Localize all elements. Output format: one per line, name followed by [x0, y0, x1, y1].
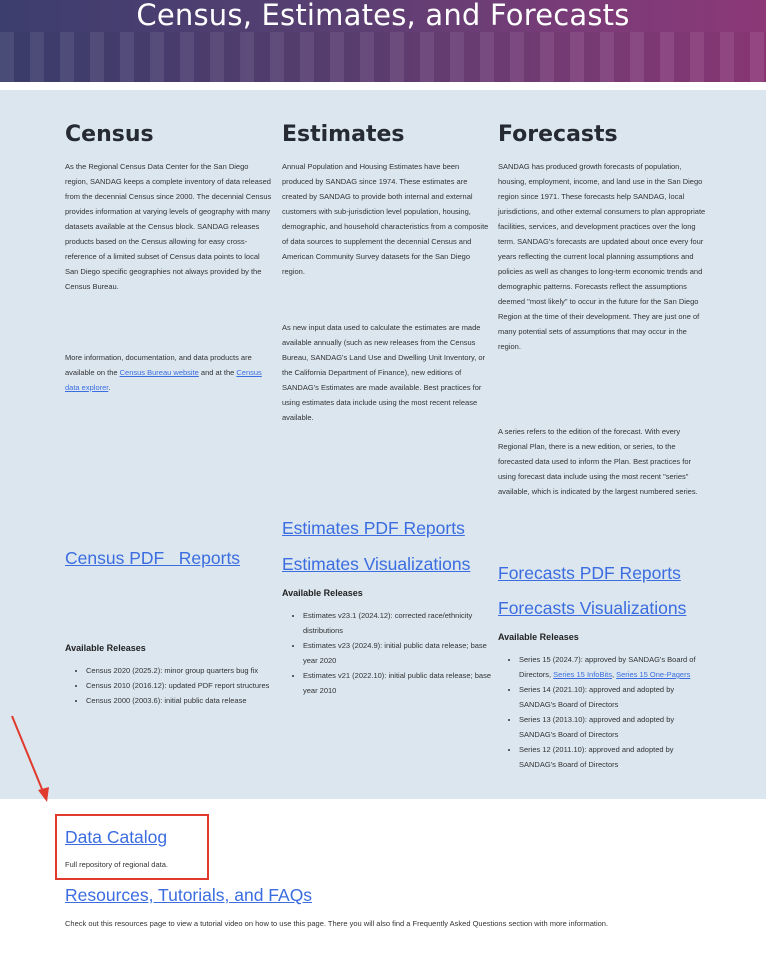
census-pdf-reports-link[interactable]: Census PDF Reports	[65, 548, 241, 568]
estimates-releases-list	[287, 608, 493, 698]
list-item: • Series 12 (2011.10): approved and adopted by SANDAG's Board of Directors	[519, 742, 709, 772]
page-title: Census, Estimates, and Forecasts	[136, 0, 630, 32]
census-intro: As the Regional Census Data Center for the San Diego region, SANDAG keeps a complete inventory of data released from the decennial Census since 2000. The decennial Census provides information at varying levels of geography with many datasets available at the Census block. SANDAG releases products based on the Census allowing for easy cross-reference of a limited subset of Census data points to local San Diego specific geographies not always provided by the Census Bureau.	[65, 162, 272, 291]
list-item: • Series 13 (2013.10): approved and adopted by SANDAG's Board of Directors	[519, 712, 709, 742]
series15-onepagers-link[interactable]: Series 15 One-Pagers	[616, 670, 691, 679]
census-releases-heading: Available Releases	[65, 643, 146, 653]
resources-description: Check out this resources page to view a tutorial video on how to use this page. There you will also find a Frequently Asked Questions section with more information.	[65, 919, 609, 928]
estimates-visualizations-link[interactable]: Estimates Visualizations	[282, 554, 471, 574]
estimates-releases-heading: Available Releases	[282, 588, 363, 598]
estimates-intro: Annual Population and Housing Estimates have been produced by SANDAG since 1974. These estimates are created by SANDAG to provide both internal and external customers with sub-jurisdiction level population, housing, demographic, and household characteristics from a composite of data sources to supplement the decennial Census and American Community Survey datasets for the San Diego region.	[282, 162, 489, 276]
estimates-more-info: As new input data used to calculate the estimates are made available annually (such as new releases from the Census Bureau, SANDAG's Land Use and Dwelling Unit Inventory, or the California Department of Finance), new editions of SANDAG's Estimates are made available. Best practices for using estimates data include using the most recent release available.	[282, 323, 486, 422]
forecasts-visualizations-link[interactable]: Forecasts Visualizations	[498, 598, 687, 618]
hero-banner	[0, 0, 766, 82]
census-more-end: .	[108, 383, 111, 392]
data-catalog-description: Full repository of regional data.	[65, 860, 168, 869]
list-item	[519, 652, 709, 682]
forecasts-intro: SANDAG has produced growth forecasts of population, housing, employment, income, and land use in the San Diego region since 1971. These forecasts help SANDAG, local jurisdictions, and other external consumers to plan appropriate facilities, services, and development practices over the long term. SANDAG's forecasts are updated about once every four years reflecting the current local planning assumptions and policies as well as changes to long-term economic trends and demographic patterns. Forecasts reflect the assumptions deemed "most likely" to occur in the future for the San Diego Region at the time of their development. They are just one of many potential sets of assumptions that may occur in the region.	[498, 162, 706, 351]
forecasts-series-info: A series refers to the edition of the forecast. With every Regional Plan, there is a new edition, or series, to the forecasted data used to inform the Plan. Best practices for using forecast data include using the most recent "series" available, which is indicated by the largest numbered series.	[498, 427, 698, 496]
list-item: • Estimates v23.1 (2024.12): corrected race/ethnicity distributions	[303, 608, 493, 638]
census-more-text: More information, documentation, and data products are available on the	[65, 353, 252, 377]
forecasts-column	[498, 122, 706, 354]
data-catalog-link[interactable]: Data Catalog	[65, 827, 168, 847]
estimates-column	[282, 122, 490, 279]
release-text: Series 15 (2024.7): approved by SANDAG's Board of Directors,	[519, 655, 696, 679]
census-heading: Census	[65, 122, 154, 147]
forecasts-heading: Forecasts	[498, 122, 618, 147]
census-releases-list	[70, 663, 276, 708]
release-sep: ,	[611, 670, 617, 679]
forecasts-releases-list	[503, 652, 709, 772]
estimates-heading: Estimates	[282, 122, 405, 147]
list-item: • Census 2010 (2016.12): updated PDF report structures	[86, 678, 276, 693]
list-item: • Series 14 (2021.10): approved and adopted by SANDAG's Board of Directors	[519, 682, 709, 712]
resources-link[interactable]: Resources, Tutorials, and FAQs	[65, 885, 313, 905]
forecasts-releases-heading: Available Releases	[498, 632, 579, 642]
annotation-arrow-icon	[0, 700, 60, 810]
estimates-pdf-reports-link[interactable]: Estimates PDF Reports	[282, 518, 465, 538]
forecasts-pdf-reports-link[interactable]: Forecasts PDF Reports	[498, 563, 681, 583]
census-bureau-link[interactable]: Census Bureau website	[119, 368, 199, 377]
list-item: • Estimates v23 (2024.9): initial public data release; base year 2020	[303, 638, 493, 668]
census-more-mid: and at the	[198, 368, 237, 377]
list-item: • Estimates v21 (2022.10): initial public data release; base year 2010	[303, 668, 493, 698]
series15-infobits-link[interactable]: Series 15 InfoBits	[553, 670, 612, 679]
census-column	[65, 122, 273, 294]
list-item: • Census 2000 (2003.6): initial public data release	[86, 693, 276, 708]
census-more-info	[65, 350, 265, 395]
census-explorer-link[interactable]: Census data explorer	[65, 368, 262, 392]
list-item: • Census 2020 (2025.2): minor group quarters bug fix	[86, 663, 276, 678]
